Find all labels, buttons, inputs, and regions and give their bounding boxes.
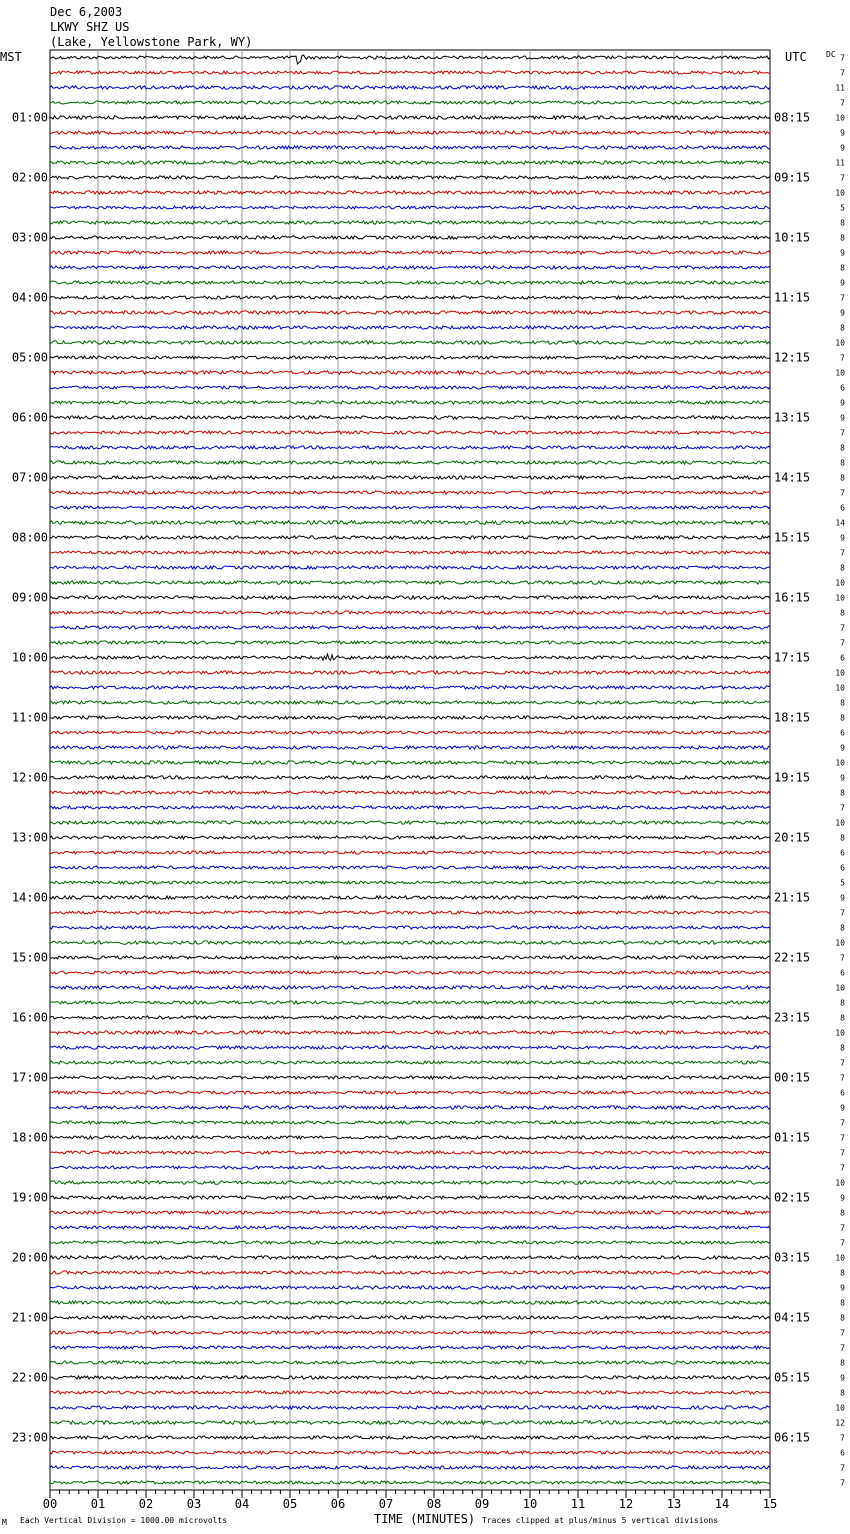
dc-offset-label: 7 bbox=[840, 908, 845, 918]
trace-row bbox=[50, 446, 770, 449]
left-hour-label: 23:00 bbox=[11, 1430, 48, 1445]
x-tick-label: 04 bbox=[234, 1497, 250, 1511]
trace-row bbox=[50, 566, 770, 569]
trace-row bbox=[50, 1016, 770, 1019]
right-hour-label: 13:15 bbox=[774, 410, 811, 425]
dc-offset-label: 6 bbox=[840, 653, 845, 663]
trace-row bbox=[50, 1046, 770, 1049]
dc-offset-label: 9 bbox=[840, 1193, 845, 1203]
left-hour-label: 13:00 bbox=[11, 830, 48, 845]
right-hour-label: 15:15 bbox=[774, 530, 811, 545]
dc-offset-label: 5 bbox=[840, 878, 845, 888]
dc-offset-label: 7 bbox=[840, 1328, 845, 1338]
trace-row bbox=[50, 1076, 770, 1079]
trace-row bbox=[50, 341, 770, 344]
dc-offset-label: 8 bbox=[840, 1358, 845, 1368]
trace-row bbox=[50, 986, 770, 989]
left-hour-label: 06:00 bbox=[11, 410, 48, 425]
trace-row bbox=[50, 1166, 770, 1169]
dc-offset-label: 10 bbox=[835, 1178, 845, 1188]
dc-offset-label: 6 bbox=[840, 848, 845, 858]
dc-offset-label: 7 bbox=[840, 353, 845, 363]
trace-row bbox=[50, 1211, 770, 1214]
dc-offset-label: 10 bbox=[835, 818, 845, 828]
trace-row bbox=[50, 866, 770, 869]
trace-row bbox=[50, 206, 770, 209]
right-hour-label: 01:15 bbox=[774, 1130, 811, 1145]
trace-row bbox=[50, 686, 770, 689]
left-hour-label: 16:00 bbox=[11, 1010, 48, 1025]
dc-offset-label: 10 bbox=[835, 593, 845, 603]
dc-offset-label: 7 bbox=[840, 1343, 845, 1353]
dc-offset-label: 6 bbox=[840, 968, 845, 978]
dc-offset-label: 7 bbox=[840, 1118, 845, 1128]
dc-offset-label: 10 bbox=[835, 983, 845, 993]
date-label: Dec 6,2003 bbox=[50, 5, 123, 19]
trace-row bbox=[50, 236, 770, 239]
dc-offset-label: 7 bbox=[840, 1433, 845, 1443]
right-hour-label: 02:15 bbox=[774, 1190, 811, 1205]
dc-offset-label: 6 bbox=[840, 1088, 845, 1098]
right-hour-label: 00:15 bbox=[774, 1070, 811, 1085]
right-hour-label: 05:15 bbox=[774, 1370, 811, 1385]
right-hour-label: 19:15 bbox=[774, 770, 811, 785]
trace-row bbox=[50, 116, 770, 119]
dc-offset-label: 7 bbox=[840, 1133, 845, 1143]
dc-offset-label: 7 bbox=[840, 548, 845, 558]
trace-row bbox=[50, 251, 770, 254]
trace-row bbox=[50, 1136, 770, 1139]
left-hour-label: 21:00 bbox=[11, 1310, 48, 1325]
dc-offset-label: 8 bbox=[840, 443, 845, 453]
dc-offset-label: 6 bbox=[840, 863, 845, 873]
trace-row bbox=[50, 476, 770, 479]
trace-row bbox=[50, 821, 770, 824]
dc-offset-label: 7 bbox=[840, 98, 845, 108]
x-tick-label: 00 bbox=[42, 1497, 58, 1511]
dc-offset-label: 9 bbox=[840, 143, 845, 153]
dc-offset-label: 5 bbox=[840, 203, 845, 213]
x-tick-label: 01 bbox=[90, 1497, 106, 1511]
dc-offset-label: 8 bbox=[840, 1013, 845, 1023]
x-tick-label: 12 bbox=[618, 1497, 634, 1511]
dc-offset-label: 12 bbox=[835, 1418, 845, 1428]
trace-row bbox=[50, 911, 770, 914]
dc-offset-label: 11 bbox=[835, 83, 845, 93]
trace-row bbox=[50, 1271, 770, 1274]
trace-row bbox=[50, 776, 770, 779]
dc-offset-label: 9 bbox=[840, 743, 845, 753]
trace-row bbox=[50, 611, 770, 614]
dc-offset-label: 10 bbox=[835, 1028, 845, 1038]
trace-row bbox=[50, 836, 770, 839]
left-hour-label: 11:00 bbox=[11, 710, 48, 725]
trace-row bbox=[50, 551, 770, 554]
trace-row bbox=[50, 851, 770, 854]
trace-row bbox=[50, 716, 770, 719]
dc-offset-label: 8 bbox=[840, 698, 845, 708]
trace-row bbox=[50, 1406, 770, 1409]
trace-row bbox=[50, 1286, 770, 1289]
trace-row bbox=[50, 641, 770, 644]
trace-row bbox=[50, 881, 770, 884]
dc-offset-label: 11 bbox=[835, 158, 845, 168]
right-hour-label: 20:15 bbox=[774, 830, 811, 845]
trace-row bbox=[50, 431, 770, 434]
trace-row bbox=[50, 326, 770, 329]
left-hour-label: 15:00 bbox=[11, 950, 48, 965]
dc-offset-label: 10 bbox=[835, 758, 845, 768]
dc-offset-label: 7 bbox=[840, 1148, 845, 1158]
trace-row bbox=[50, 461, 770, 464]
dc-offset-label: 9 bbox=[840, 128, 845, 138]
trace-row bbox=[50, 491, 770, 494]
x-tick-label: 13 bbox=[666, 1497, 682, 1511]
trace-row bbox=[50, 971, 770, 974]
trace-row bbox=[50, 731, 770, 734]
trace-row bbox=[50, 1031, 770, 1034]
x-tick-label: 08 bbox=[426, 1497, 442, 1511]
trace-row bbox=[50, 296, 770, 299]
trace-row bbox=[50, 654, 770, 660]
left-hour-label: 17:00 bbox=[11, 1070, 48, 1085]
trace-row bbox=[50, 101, 770, 104]
x-tick-label: 10 bbox=[522, 1497, 538, 1511]
dc-offset-label: 8 bbox=[840, 458, 845, 468]
dc-offset-label: 7 bbox=[840, 1073, 845, 1083]
dc-offset-label: 10 bbox=[835, 1403, 845, 1413]
dc-offset-label: 7 bbox=[840, 488, 845, 498]
dc-offset-label: 8 bbox=[840, 323, 845, 333]
dc-offset-label: 8 bbox=[840, 923, 845, 933]
x-tick-label: 07 bbox=[378, 1497, 394, 1511]
trace-row bbox=[50, 416, 770, 419]
trace-row bbox=[50, 1106, 770, 1109]
dc-offset-label: 10 bbox=[835, 368, 845, 378]
trace-row bbox=[50, 701, 770, 704]
right-hour-label: 22:15 bbox=[774, 950, 811, 965]
trace-row bbox=[50, 1316, 770, 1319]
dc-offset-label: 7 bbox=[840, 953, 845, 963]
left-hour-label: 02:00 bbox=[11, 170, 48, 185]
left-hour-label: 01:00 bbox=[11, 110, 48, 125]
dc-offset-label: 9 bbox=[840, 308, 845, 318]
trace-row bbox=[50, 1226, 770, 1229]
dc-offset-label: 8 bbox=[840, 1208, 845, 1218]
trace-row bbox=[50, 896, 770, 899]
left-hour-label: 14:00 bbox=[11, 890, 48, 905]
trace-row bbox=[50, 1061, 770, 1064]
x-tick-label: 05 bbox=[282, 1497, 298, 1511]
dc-offset-label: 10 bbox=[835, 683, 845, 693]
trace-row bbox=[50, 1361, 770, 1364]
dc-offset-label: 7 bbox=[840, 1163, 845, 1173]
trace-row bbox=[50, 281, 770, 284]
dc-offset-label: 10 bbox=[835, 1253, 845, 1263]
trace-row bbox=[50, 761, 770, 764]
dc-offset-label: 8 bbox=[840, 788, 845, 798]
dc-offset-label: 9 bbox=[840, 773, 845, 783]
dc-offset-label: 7 bbox=[840, 173, 845, 183]
trace-row bbox=[50, 1256, 770, 1259]
trace-row bbox=[50, 506, 770, 509]
right-hour-label: 16:15 bbox=[774, 590, 811, 605]
dc-offset-label: 9 bbox=[840, 278, 845, 288]
left-hour-label: 09:00 bbox=[11, 590, 48, 605]
left-hour-label: 18:00 bbox=[11, 1130, 48, 1145]
trace-row bbox=[50, 926, 770, 929]
dc-offset-label: 8 bbox=[840, 1388, 845, 1398]
left-hour-label: 10:00 bbox=[11, 650, 48, 665]
right-hour-label: 18:15 bbox=[774, 710, 811, 725]
right-timezone-label: UTC bbox=[785, 50, 807, 64]
dc-offset-label: 9 bbox=[840, 533, 845, 543]
scale-note: Each Vertical Division = 1000.00 microvolts bbox=[20, 1516, 228, 1525]
trace-row bbox=[50, 1001, 770, 1004]
trace-row bbox=[50, 1121, 770, 1124]
trace-row bbox=[50, 1331, 770, 1334]
trace-row bbox=[50, 1421, 770, 1425]
dc-offset-label: 9 bbox=[840, 893, 845, 903]
trace-row bbox=[50, 176, 770, 179]
trace-row bbox=[50, 191, 770, 194]
dc-offset-label: 10 bbox=[835, 338, 845, 348]
dc-offset-label: 7 bbox=[840, 1058, 845, 1068]
dc-offset-label: 8 bbox=[840, 233, 845, 243]
dc-offset-label: 8 bbox=[840, 1268, 845, 1278]
trace-row bbox=[50, 1391, 770, 1394]
dc-offset-label: 9 bbox=[840, 1283, 845, 1293]
trace-row bbox=[50, 1481, 770, 1484]
x-tick-label: 11 bbox=[570, 1497, 586, 1511]
left-hour-label: 19:00 bbox=[11, 1190, 48, 1205]
dc-offset-label: 7 bbox=[840, 68, 845, 78]
dc-offset-label: 8 bbox=[840, 713, 845, 723]
dc-offset-label: 8 bbox=[840, 1298, 845, 1308]
trace-row bbox=[50, 386, 770, 389]
trace-row bbox=[50, 671, 770, 674]
dc-offset-label: 7 bbox=[840, 293, 845, 303]
dc-offset-label: 9 bbox=[840, 1373, 845, 1383]
dc-offset-label: 7 bbox=[840, 1463, 845, 1473]
trace-row bbox=[50, 311, 770, 314]
dc-offset-label: 8 bbox=[840, 1313, 845, 1323]
right-hour-label: 11:15 bbox=[774, 290, 811, 305]
clip-note: Traces clipped at plus/minus 5 vertical divisions bbox=[482, 1516, 719, 1525]
right-hour-label: 10:15 bbox=[774, 230, 811, 245]
trace-row bbox=[50, 266, 770, 269]
trace-row bbox=[50, 791, 770, 794]
left-hour-label: 07:00 bbox=[11, 470, 48, 485]
dc-offset-label: 9 bbox=[840, 398, 845, 408]
trace-row bbox=[50, 401, 770, 404]
dc-offset-label: 9 bbox=[840, 1103, 845, 1113]
dc-offset-label: 6 bbox=[840, 503, 845, 513]
dc-offset-label: 8 bbox=[840, 833, 845, 843]
left-hour-label: 22:00 bbox=[11, 1370, 48, 1385]
trace-row bbox=[50, 941, 770, 944]
dc-offset-label: 10 bbox=[835, 188, 845, 198]
left-timezone-label: MST bbox=[0, 50, 22, 64]
dc-offset-label: 7 bbox=[840, 1238, 845, 1248]
trace-row bbox=[50, 1091, 770, 1094]
trace-row bbox=[50, 806, 770, 809]
right-hour-label: 09:15 bbox=[774, 170, 811, 185]
trace-row bbox=[50, 356, 770, 359]
dc-label: DC bbox=[826, 50, 836, 59]
trace-row bbox=[50, 1451, 770, 1454]
trace-row bbox=[50, 1151, 770, 1154]
dc-offset-label: 14 bbox=[835, 518, 845, 528]
right-hour-label: 03:15 bbox=[774, 1250, 811, 1265]
right-hour-label: 08:15 bbox=[774, 110, 811, 125]
dc-offset-label: 7 bbox=[840, 428, 845, 438]
trace-row bbox=[50, 55, 770, 64]
right-hour-label: 12:15 bbox=[774, 350, 811, 365]
dc-offset-label: 7 bbox=[840, 1478, 845, 1488]
trace-row bbox=[50, 1241, 770, 1244]
left-hour-label: 03:00 bbox=[11, 230, 48, 245]
right-hour-label: 06:15 bbox=[774, 1430, 811, 1445]
dc-offset-label: 9 bbox=[840, 413, 845, 423]
dc-offset-label: 8 bbox=[840, 608, 845, 618]
trace-row bbox=[50, 956, 770, 959]
trace-row bbox=[50, 1376, 770, 1379]
dc-offset-label: 10 bbox=[835, 113, 845, 123]
trace-row bbox=[50, 1466, 770, 1469]
dc-offset-label: 7 bbox=[840, 638, 845, 648]
trace-row bbox=[50, 71, 770, 74]
dc-offset-label: 7 bbox=[840, 623, 845, 633]
dc-offset-label: 10 bbox=[835, 938, 845, 948]
right-hour-label: 14:15 bbox=[774, 470, 811, 485]
dc-offset-label: 7 bbox=[840, 53, 845, 63]
trace-row bbox=[50, 746, 770, 749]
left-hour-label: 05:00 bbox=[11, 350, 48, 365]
trace-row bbox=[50, 1301, 770, 1304]
right-hour-label: 21:15 bbox=[774, 890, 811, 905]
x-axis-title: TIME (MINUTES) bbox=[374, 1512, 476, 1526]
left-hour-label: 12:00 bbox=[11, 770, 48, 785]
x-tick-label: 15 bbox=[762, 1497, 778, 1511]
trace-row bbox=[50, 536, 770, 539]
dc-offset-label: 10 bbox=[835, 668, 845, 678]
dc-offset-label: 8 bbox=[840, 563, 845, 573]
trace-row bbox=[50, 1181, 770, 1184]
dc-offset-label: 7 bbox=[840, 1223, 845, 1233]
left-hour-label: 04:00 bbox=[11, 290, 48, 305]
left-hour-label: 08:00 bbox=[11, 530, 48, 545]
trace-row bbox=[50, 626, 770, 629]
right-hour-label: 17:15 bbox=[774, 650, 811, 665]
x-tick-label: 14 bbox=[714, 1497, 730, 1511]
trace-row bbox=[50, 131, 770, 134]
dc-offset-label: 8 bbox=[840, 263, 845, 273]
x-tick-label: 06 bbox=[330, 1497, 346, 1511]
trace-row bbox=[50, 86, 770, 89]
trace-row bbox=[50, 1196, 770, 1199]
dc-offset-label: 8 bbox=[840, 218, 845, 228]
left-hour-label: 20:00 bbox=[11, 1250, 48, 1265]
trace-row bbox=[50, 221, 770, 224]
x-tick-label: 03 bbox=[186, 1497, 202, 1511]
dc-offset-label: 6 bbox=[840, 728, 845, 738]
dc-offset-label: 8 bbox=[840, 1043, 845, 1053]
trace-row bbox=[50, 581, 770, 584]
right-hour-label: 23:15 bbox=[774, 1010, 811, 1025]
x-tick-label: 02 bbox=[138, 1497, 154, 1511]
dc-offset-label: 9 bbox=[840, 248, 845, 258]
dc-offset-label: 8 bbox=[840, 998, 845, 1008]
right-hour-label: 04:15 bbox=[774, 1310, 811, 1325]
trace-row bbox=[50, 1436, 770, 1439]
dc-offset-label: 6 bbox=[840, 1448, 845, 1458]
trace-row bbox=[50, 521, 770, 525]
trace-row bbox=[50, 371, 770, 374]
dc-offset-label: 6 bbox=[840, 383, 845, 393]
dc-offset-label: 7 bbox=[840, 803, 845, 813]
trace-row bbox=[50, 596, 770, 599]
location-label: (Lake, Yellowstone Park, WY) bbox=[50, 35, 253, 49]
station-label: LKWY SHZ US bbox=[50, 20, 130, 34]
corner-mark: M bbox=[2, 1518, 7, 1527]
dc-offset-label: 8 bbox=[840, 473, 845, 483]
x-tick-label: 09 bbox=[474, 1497, 490, 1511]
trace-row bbox=[50, 161, 770, 164]
dc-offset-label: 10 bbox=[835, 578, 845, 588]
trace-row bbox=[50, 146, 770, 149]
trace-row bbox=[50, 1346, 770, 1349]
